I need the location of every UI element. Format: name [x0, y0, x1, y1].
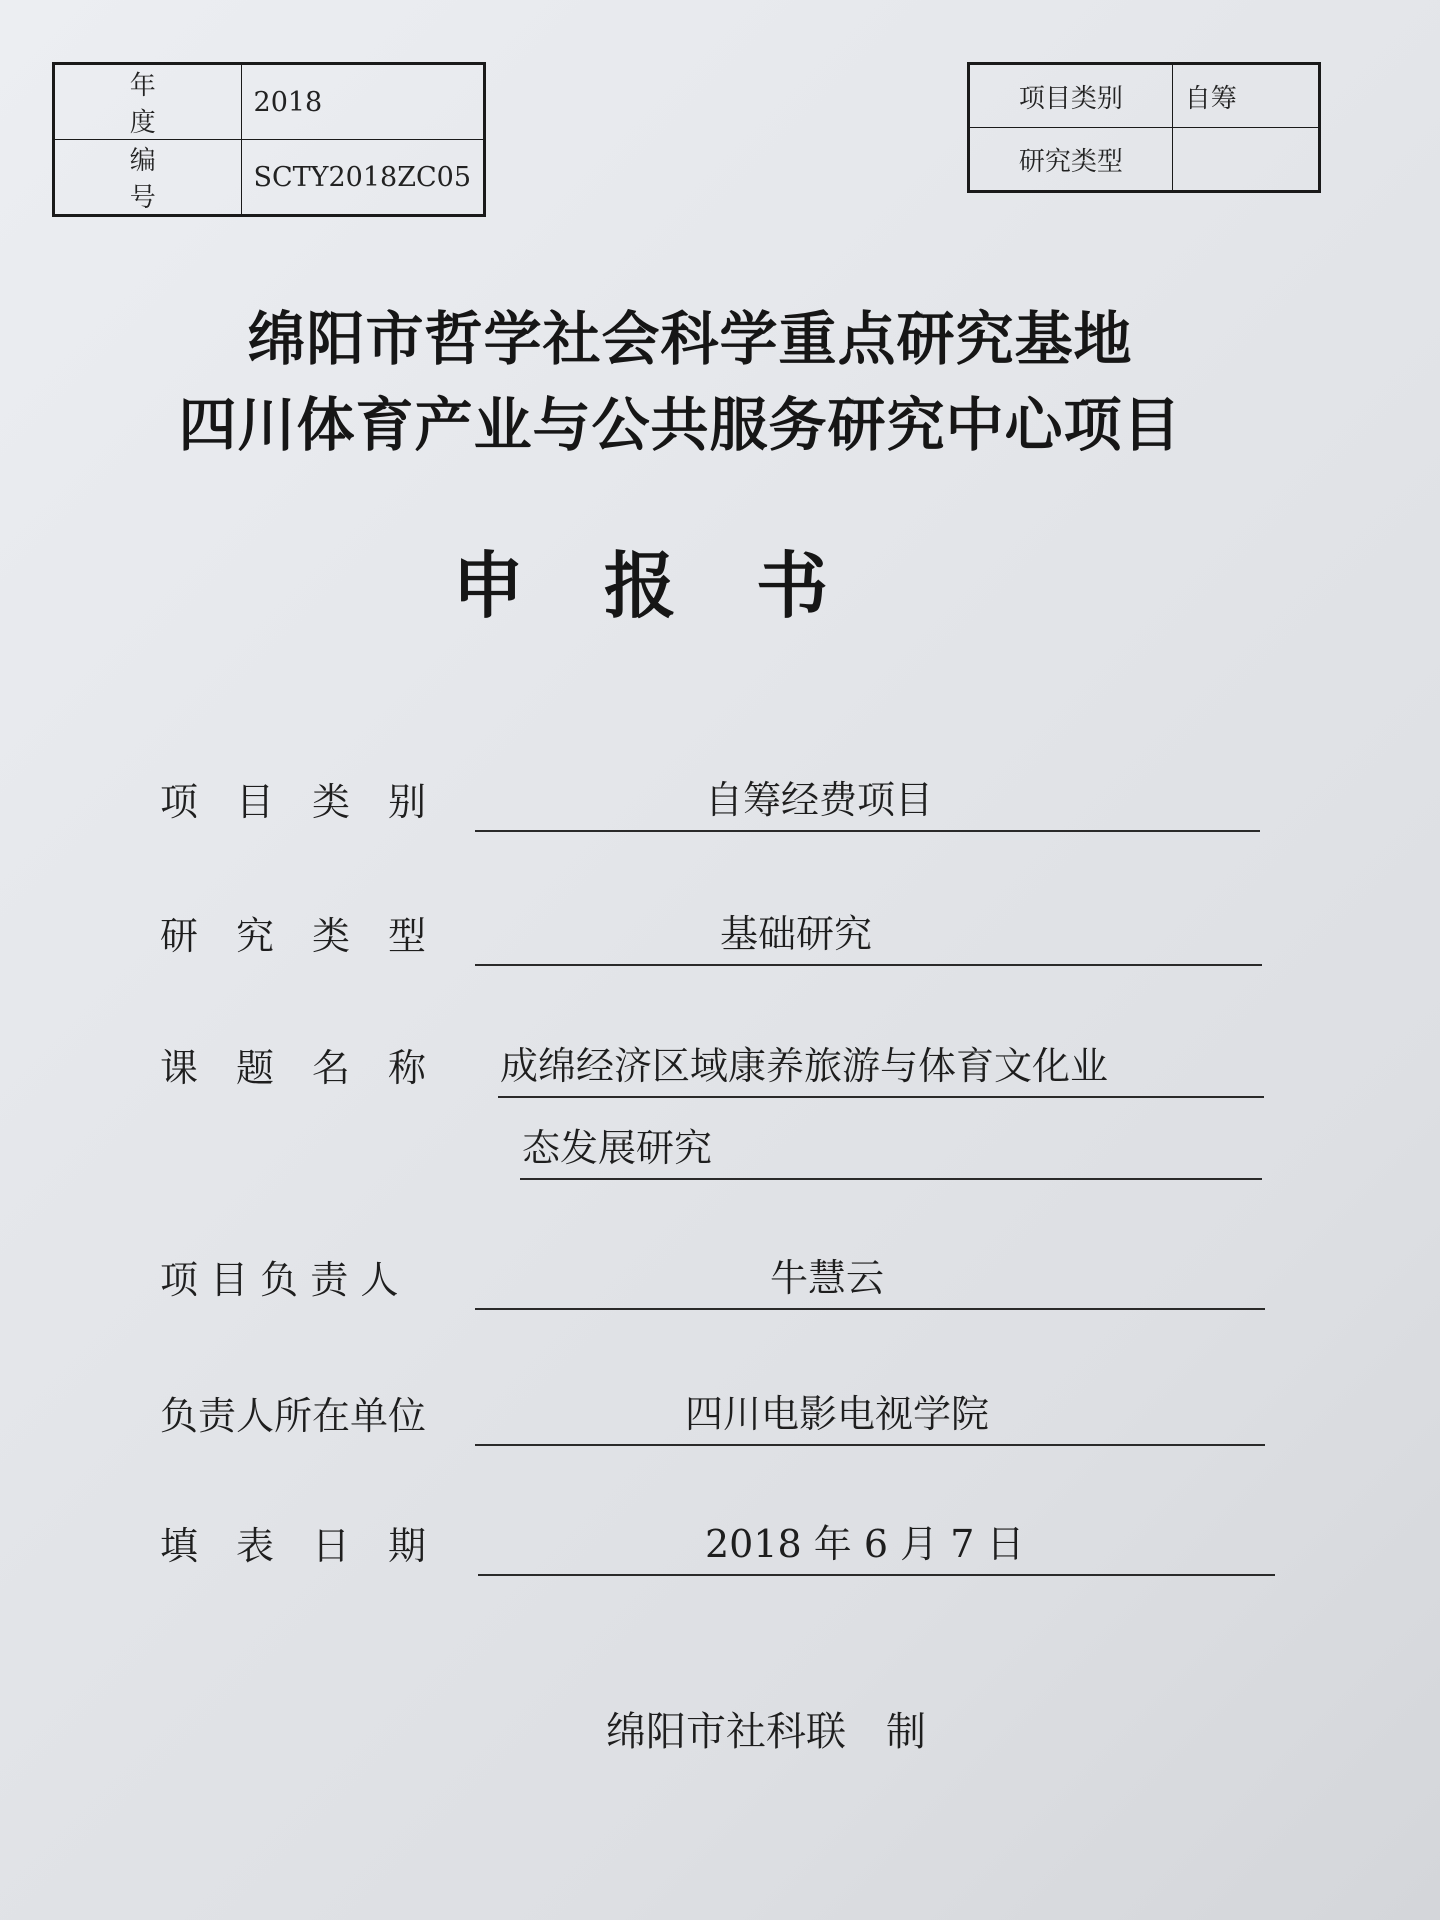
number-value: SCTY2018ZC05 [241, 140, 484, 216]
research-type-value [1172, 128, 1319, 192]
project-leader-label: 项 目 负 责 人 [160, 1258, 399, 1302]
research-type-field-label: 研 究 类 型 [160, 914, 427, 958]
number-row [54, 140, 485, 216]
topic-name-value-1: 成绵经济区域康养旅游与体育文化业 [500, 1044, 1109, 1088]
year-row [54, 64, 485, 140]
document-title: 申报书 [451, 543, 908, 628]
research-type-label: 研究类型 [969, 128, 1173, 192]
leader-unit-value: 四川电影电视学院 [685, 1392, 990, 1436]
number-label: 编 号 [54, 140, 242, 216]
year-value: 2018 [241, 64, 484, 140]
topic-name-label: 课 题 名 称 [160, 1046, 427, 1090]
leader-unit-label: 负责人所在单位 [160, 1394, 427, 1438]
category-value: 自筹 [1172, 64, 1319, 128]
category-row [969, 64, 1320, 128]
fill-date-label: 填 表 日 期 [160, 1524, 427, 1568]
fill-date-value: 2018 年 6 月 7 日 [705, 1522, 1025, 1566]
research-type-field-value: 基础研究 [720, 912, 873, 956]
category-type-table [967, 62, 1321, 193]
category-label: 项目类别 [969, 64, 1173, 128]
issuer-footer: 绵阳市社科联 制 [606, 1709, 926, 1755]
project-category-label: 项 目 类 别 [160, 780, 427, 824]
year-number-table [52, 62, 486, 217]
research-type-row [969, 128, 1320, 192]
project-leader-value: 牛慧云 [770, 1256, 885, 1300]
topic-name-value-2: 态发展研究 [522, 1126, 713, 1170]
title-line-1: 绵阳市哲学社会科学重点研究基地 [247, 305, 1133, 373]
year-label: 年 度 [54, 64, 242, 140]
title-line-2: 四川体育产业与公共服务研究中心项目 [178, 391, 1182, 459]
project-category-value: 自筹经费项目 [705, 778, 934, 822]
